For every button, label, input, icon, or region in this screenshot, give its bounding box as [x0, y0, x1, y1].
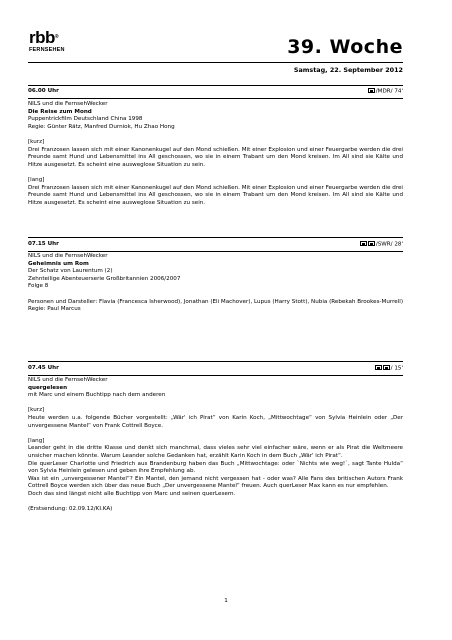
episode-number: Folge 8 — [28, 283, 49, 290]
slot-header-divider — [28, 98, 403, 99]
series-name: NILS und die FernsehWecker — [28, 253, 108, 259]
slot-body — [28, 101, 403, 207]
week-title: 39. Woche — [287, 36, 403, 58]
tv-format-icon — [360, 241, 367, 246]
tv-format-icon — [368, 88, 375, 93]
slot-body — [28, 377, 403, 514]
lang-text: Drei Franzosen lassen sich mit einer Kanonenkugel auf den Mond schießen. Mit einer Explosion und einer Feuergarbe werden die drei Freunde samt Hund und Lebensmittel ins All geschossen, wo sie in einem Trabant um den Mond kreisen. Im All sind sie Kälte und Hitze ausgesetzt. Es scheint eine ausweglose Situation zu sein. — [28, 184, 403, 206]
program-title: Geheimnis um Rom — [28, 260, 89, 267]
episode-title: Der Schatz von Laurentum (2) — [28, 268, 113, 275]
lang-label: [lang] — [28, 437, 45, 444]
slot-time: 07.15 Uhr — [28, 241, 59, 247]
lang-text: Was ist ein „unvergessener Mantel“? Ein Mantel, den jemand nicht vergessen hat - oder was? Alle Fans des britischen Autors Frank Cottrell Boyce werden sich über das neue Buch „Der unvergessene Mantel“ freuen. Auch querLeser Max kann es nur empfehlen. — [28, 475, 403, 490]
logo-main-text: rbb — [29, 28, 55, 47]
slot-divider — [28, 237, 403, 238]
slot-channel-text: /MDR/ 74' — [375, 88, 403, 95]
rbb-logo — [29, 29, 79, 53]
kurz-text: Drei Franzosen lassen sich mit einer Kanonenkugel auf den Mond schießen. Mit einer Explosion und einer Feuergarbe werden die drei Freunde samt Hund und Lebensmittel ins All geschossen, wo sie in einem Trabant um den Mond kreisen. Im All sind sie Kälte und Hitze ausgesetzt. Es scheint eine ausweglose Situation zu sein. — [28, 146, 403, 168]
program-director: Regie: Günter Rätz, Manfred Durniok, Hu Zhao Hong — [28, 123, 175, 130]
slot-divider — [28, 85, 403, 86]
slot-time: 07.45 Uhr — [28, 365, 59, 371]
lang-text: Leander geht in die dritte Klasse und denkt sich manchmal, dass vieles sehr viel einfacher wäre, wenn er als Pirat die Weltmeere unsicher machen könnte. Warum Leander solche Gedanken hat, erzählt Karin Koch in dem Buch „Wär' ich Pirat“. — [28, 445, 403, 459]
program-info: Puppentrickfilm Deutschland China 1998 — [28, 116, 143, 123]
page-number: 1 — [224, 598, 228, 604]
slot-header — [28, 241, 403, 247]
logo-sub-text: FERNSEHEN — [29, 47, 65, 53]
slot-divider — [28, 361, 403, 362]
first-air-note: (Erstsendung: 02.09.12/KI.KA) — [28, 506, 113, 513]
lang-text: Die querLeser Charlotte und Friedrich aus Brandenburg haben das Buch „Mittwochtage: oder `Nichts wie weg!`, sagt Tante Hulda“ von Sylvia Heinlein gelesen und geben ihre Empfehlung ab. — [28, 460, 403, 475]
slot-header — [28, 365, 403, 371]
slot-channel — [375, 365, 403, 372]
kurz-label: [kurz] — [28, 138, 45, 145]
slot-channel — [360, 241, 403, 248]
hd-format-icon — [368, 241, 375, 246]
lang-text: Doch das sind längst nicht alle Buchtipp von Marc und seinen querLesern. — [28, 490, 236, 497]
tv-format-icon — [375, 365, 382, 370]
slot-body — [28, 253, 403, 314]
program-title: quergelesen — [28, 384, 68, 391]
header-divider — [28, 62, 403, 63]
slot-header — [28, 88, 403, 94]
slot-channel — [368, 88, 403, 95]
program-director: Regie: Paul Marcus — [28, 306, 81, 313]
slot-time: 06.00 Uhr — [28, 88, 59, 94]
kurz-text: Heute werden u.a. folgende Bücher vorgestellt: „Wär' ich Pirat“ von Karin Koch, „Mittwochtage“ von Sylvia Heinlein oder „Der unvergessene Mantel“ von Frank Cottrell Boyce. — [28, 414, 403, 429]
series-name: NILS und die FernsehWecker — [28, 377, 108, 383]
series-name: NILS und die FernsehWecker — [28, 101, 108, 107]
kurz-label: [kurz] — [28, 407, 45, 414]
lang-label: [lang] — [28, 176, 45, 183]
hd-format-icon — [383, 365, 390, 370]
broadcast-date: Samstag, 22. September 2012 — [293, 66, 403, 74]
slot-header-divider — [28, 375, 403, 376]
program-subtitle: mit Marc und einem Buchtipp nach dem anderen — [28, 392, 166, 399]
slot-channel-text: /SWR/ 28' — [375, 241, 403, 248]
program-info: Zehnteilige Abenteuerserie Großbritannien 2006/2007 — [28, 275, 181, 282]
slot-channel-text: / 15' — [390, 365, 403, 372]
cast-list: Personen und Darsteller: Flavia (Francesca Isherwood), Jonathan (Eli Machover), Lupus (Harry Stott), Nubia (Rebekah Brookes-Murrell) — [28, 298, 403, 305]
logo-reg-mark: ® — [54, 34, 59, 40]
slot-header-divider — [28, 251, 403, 252]
program-title: Die Reise zum Mond — [28, 108, 92, 115]
